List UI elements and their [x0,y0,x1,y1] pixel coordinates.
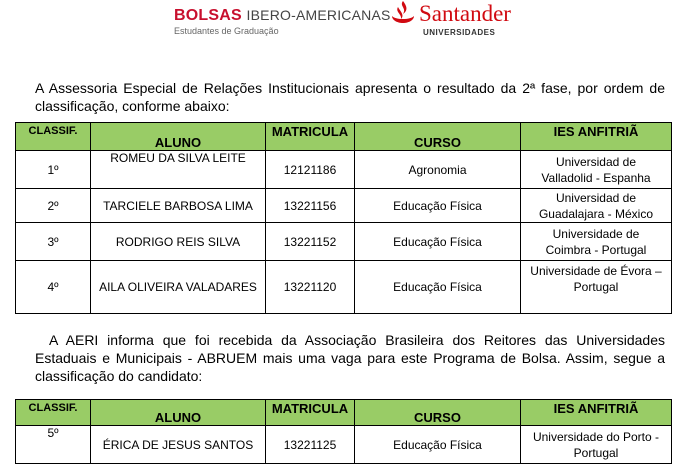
santander-logo [389,0,529,40]
cell-classif: 2º [16,189,91,223]
cell-aluno: ÉRICA DE JESUS SANTOS [91,426,266,464]
table-row [16,261,672,314]
col-aluno: ALUNO [91,123,266,151]
cell-classif: 5º [16,426,91,464]
table-header-row [16,123,672,151]
bolsas-logo-sub: Estudantes de Graduação [174,26,279,36]
cell-matricula: 13221152 [266,223,355,261]
cell-curso: Educação Física [355,426,521,464]
table-row [16,189,672,223]
cell-matricula: 13221120 [266,261,355,314]
cell-ies: Universidade de Coimbra - Portugal [521,223,672,261]
cell-aluno: ROMEU DA SILVA LEITE [91,151,266,189]
cell-classif: 3º [16,223,91,261]
cell-ies: Universidade do Porto - Portugal [521,426,672,464]
cell-curso: Educação Física [355,189,521,223]
col-curso: CURSO [355,400,521,426]
cell-curso: Educação Física [355,261,521,314]
second-paragraph: A AERI informa que foi recebida da Associação Brasileira dos Reitores das Universidades Estaduais e Municipais - ABRUEM mais uma vaga para este Programa de Bolsa. Assim, segue a classificação do candidato: [35,332,665,384]
santander-name: Santander [419,1,511,26]
col-curso: CURSO [355,123,521,151]
cell-aluno: AILA OLIVEIRA VALADARES [91,261,266,314]
cell-ies: Universidad de Valladolid - Espanha [521,151,672,189]
table-row [16,151,672,189]
cell-classif: 1º [16,151,91,189]
intro-paragraph: A Assessoria Especial de Relações Institucionais apresenta o resultado da 2ª fase, por ordem de classificação, conforme abaixo: [35,80,665,114]
santander-flame-icon [389,0,417,26]
cell-ies: Universidade de Évora – Portugal [521,261,672,314]
col-classif: CLASSIF. [16,400,91,426]
cell-curso: Educação Física [355,223,521,261]
cell-classif: 4º [16,261,91,314]
bolsas-logo-bold: BOLSAS [174,7,242,24]
table-header-row [16,400,672,426]
col-ies: IES ANFITRIÃ [521,400,672,426]
col-ies: IES ANFITRIÃ [521,123,672,151]
cell-matricula: 13221156 [266,189,355,223]
santander-sub: UNIVERSIDADES [423,28,496,37]
cell-aluno: RODRIGO REIS SILVA [91,223,266,261]
bolsas-logo [174,7,391,36]
col-classif: CLASSIF. [16,123,91,151]
cell-matricula: 12121186 [266,151,355,189]
col-matricula: MATRICULA [266,400,355,426]
bolsas-logo-rest: IBERO-AMERICANAS [246,7,391,23]
results-table [15,122,672,314]
cell-matricula: 13221125 [266,426,355,464]
col-aluno: ALUNO [91,400,266,426]
additional-table [15,399,672,464]
col-matricula: MATRICULA [266,123,355,151]
cell-ies: Universidad de Guadalajara - México [521,189,672,223]
cell-curso: Agronomia [355,151,521,189]
cell-aluno: TARCIELE BARBOSA LIMA [91,189,266,223]
table-row [16,426,672,464]
table-row [16,223,672,261]
